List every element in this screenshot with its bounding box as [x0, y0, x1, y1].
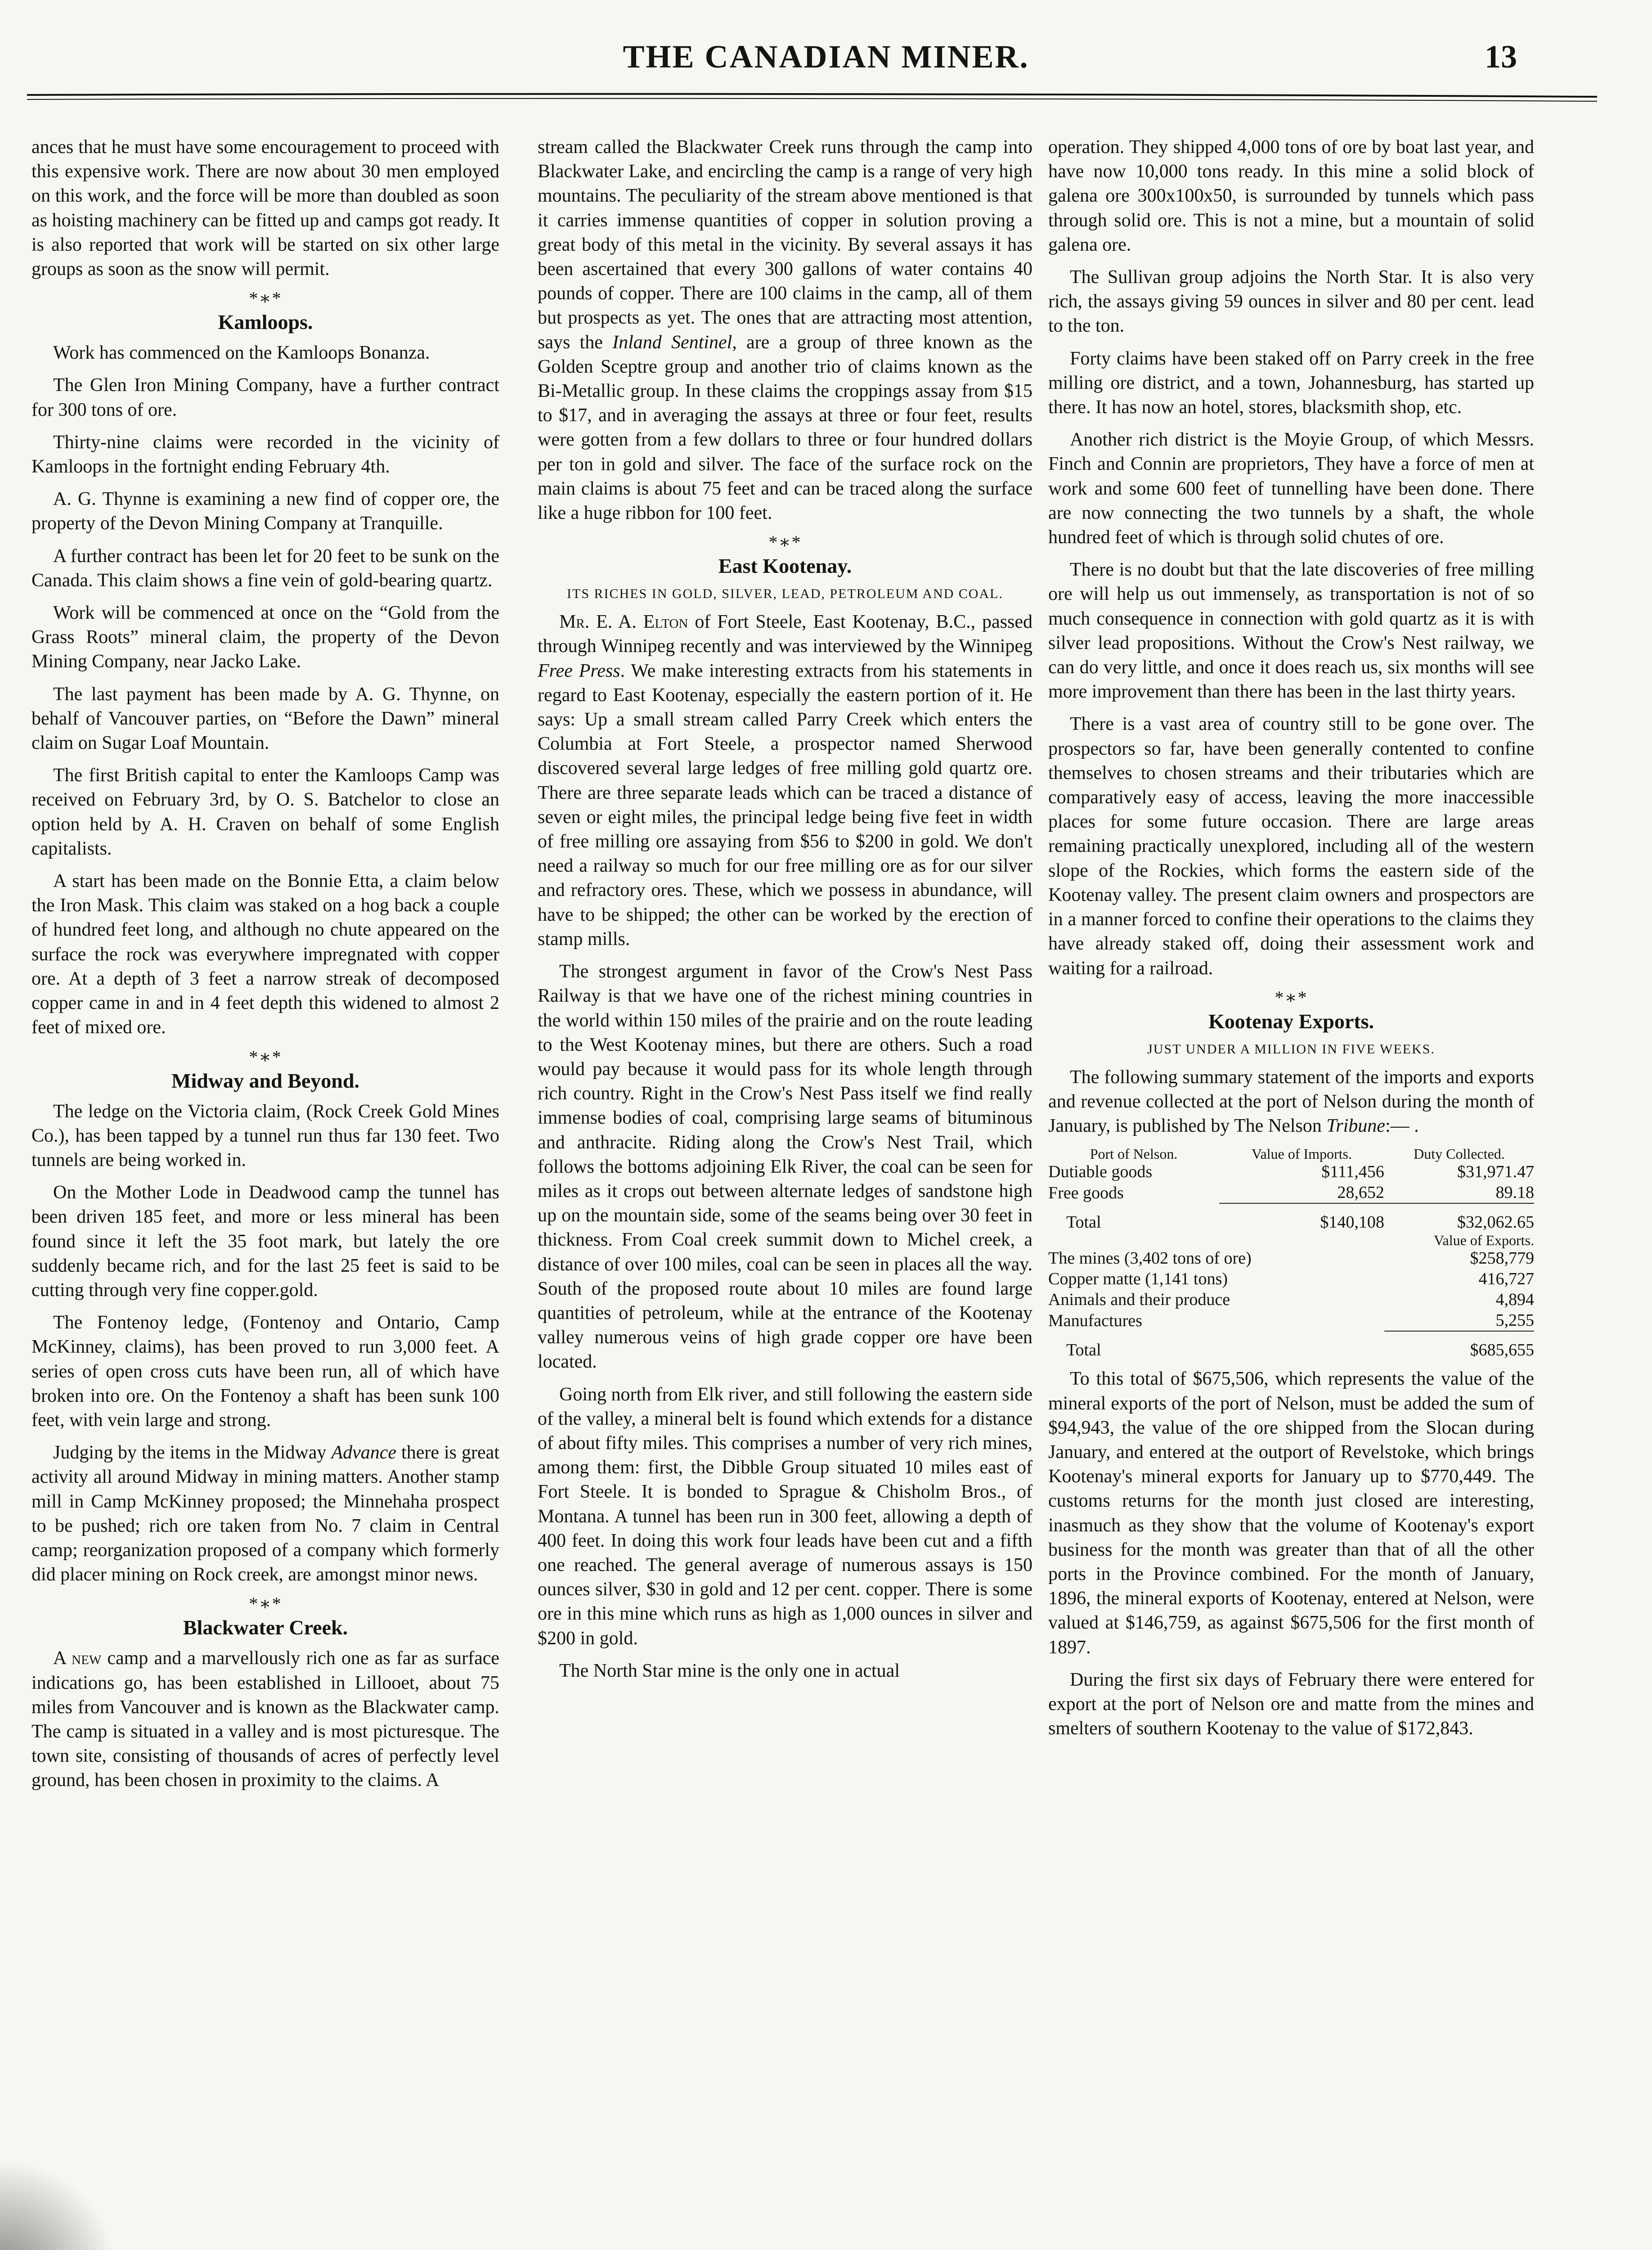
total-label: Total — [1066, 1213, 1101, 1232]
paragraph: A further contract has been let for 20 feet to be sunk on the Canada. This claim shows a fine vein of gold-bearing quartz. — [31, 545, 499, 591]
paragraph: The first British capital to enter the Kamloops Camp was received on February 3rd, by O. S. Batchelor to close an option held by A. H. Craven on behalf of some English capitalists. — [31, 765, 499, 859]
continued-paragraph — [538, 135, 1032, 525]
table-row — [1048, 1248, 1534, 1269]
row-label: The mines (3,402 tons of ore) — [1048, 1249, 1252, 1268]
paragraph: The Glen Iron Mining Company, have a further contract for 300 tons of ore. — [31, 375, 499, 420]
section-heading-kamloops: Kamloops. — [218, 310, 313, 334]
row-value: 5,255 — [1495, 1311, 1534, 1330]
section-ornament: *∗* — [1275, 987, 1308, 1008]
total-value: $140,108 — [1320, 1213, 1384, 1232]
lead-words: Mr. E. A. Elton — [559, 612, 688, 633]
paragraph: To this total of $675,506, which represents the value of the mineral exports of the port of Nelson, must be added the sum of $94,943, the value of the ore shipped from the Slocan during January, and entered at the outport of Revelstoke, which brings Kootenay's mineral exports for January up to $770,449. The customs returns for the month just closed are interesting, inasmuch as they show that the volume of Kootenay's export business for the month was greater than that of all the other ports in the Province combined. For the month of January, 1896, the mineral exports of Kootenay, entered at Nelson, were valued at $146,759, as against $675,506 for the first month of 1897. — [1048, 1368, 1534, 1658]
paragraph: Work has commenced on the Kamloops Bonanza. — [53, 342, 430, 364]
paragraph: Going north from Elk river, and still following the eastern side of the valley, a mineral belt is found which extends for a distance of about fifty miles. This comprises a number of very rich mines, among them: first, the Dibble Group situated 10 miles east of Fort Steele. It is bonded to Sprague & Chisholm Bros., of Montana. A tunnel has been run in 300 feet, allowing a depth of 400 feet. In doing this work four leads have been cut and a fifth one reached. The general average of numerous assays is 150 ounces silver, $30 in gold and 12 per cent. copper. There is some ore in this mine which runs as high as 1,000 ounces in silver and $200 in gold. — [538, 1384, 1032, 1649]
publication-name: Inland Sentinel — [612, 332, 732, 353]
total-duty: $32,062.65 — [1457, 1213, 1534, 1232]
row-value: 416,727 — [1478, 1269, 1534, 1289]
row-duty: 89.18 — [1495, 1183, 1534, 1202]
column-1 — [31, 135, 499, 2250]
row-value: $258,779 — [1470, 1249, 1534, 1268]
page-number: 13 — [1485, 39, 1517, 75]
paragraph — [1048, 1065, 1534, 1138]
table-row — [1048, 1269, 1534, 1289]
spacer-row — [1048, 1203, 1534, 1212]
exports-table — [1048, 1146, 1534, 1360]
exports-header-row — [1048, 1233, 1534, 1248]
text-run: stream called the Blackwater Creek runs through the camp into Blackwater Lake, and encircling the camp is a range of very high mountains. The peculiarity of the stream above mentioned is that it carries immense quantities of copper in solution proving a great body of this metal in the vicinity. By several assays it has been ascertained that every 300 gallons of water contains 40 pounds of copper. There are 100 claims in the camp, all of them but prospects as yet. The ones that are attracting most attention, says the — [538, 137, 1032, 353]
column-2 — [538, 135, 1032, 2250]
continued-paragraph: operation. They shipped 4,000 tons of ore by boat last year, and have now 10,000 tons ready. In this mine a solid block of galena ore 300x100x50, is surrounded by tunnels which pass through solid ore. This is not a mine, but a mountain of solid galena ore. — [1048, 137, 1534, 255]
total-value: $685,655 — [1470, 1341, 1534, 1360]
table-header-row — [1048, 1146, 1534, 1161]
section-heading-midway: Midway and Beyond. — [171, 1069, 359, 1092]
text-run: there is great activity all around Midway in mining matters. Another stamp mill in Camp McKinney proposed; the Minnehaha prospect to be pushed; rich ore taken from No. 7 claim in Central camp; reorganization proposed of a company which formerly did placer mining on Rock creek, are amongst minor news. — [31, 1442, 499, 1585]
row-label: Free goods — [1048, 1184, 1124, 1203]
paragraph: The Fontenoy ledge, (Fontenoy and Ontario, Camp McKinney, claims), has been proved to run 3,000 feet. A series of open cross cuts have been run, all of which have broken into ore. On the Fontenoy a shaft has been sunk 100 feet, with vein large and strong. — [31, 1312, 499, 1431]
paragraph: The last payment has been made by A. G. Thynne, on behalf of Vancouver parties, on “Before the Dawn” mineral claim on Sugar Loaf Mountain. — [31, 684, 499, 754]
paragraph — [538, 610, 1032, 951]
row-value: 4,894 — [1495, 1290, 1534, 1310]
table-row — [1048, 1289, 1534, 1310]
section-ornament: *∗* — [768, 532, 802, 553]
paragraph — [31, 1646, 499, 1792]
row-label: Dutiable goods — [1048, 1162, 1153, 1182]
paragraph: The Sullivan group adjoins the North Star. It is also very rich, the assays giving 59 ounces in silver and 80 per cent. lead to the ton. — [1048, 267, 1534, 337]
continued-paragraph: ances that he must have some encouragement to proceed with this expensive work. There are now about 30 men employed on this work, and the force will be more than doubled as soon as hoisting machinery can be fitted up and camps got ready. It is also reported that work will be started on six other large groups as soon as the snow will permit. — [31, 137, 499, 280]
paragraph: Work will be commenced at once on the “Gold from the Grass Roots” mineral claim, the property of the Devon Mining Company, near Jacko Lake. — [31, 603, 499, 672]
text-run: . We make interesting extracts from his statements in regard to East Kootenay, especially the eastern portion of it. He says: Up a small stream called Parry Creek which enters the Columbia at Fort Steele, a prospector named Sherwood discovered several large ledges of free milling gold quartz ore. There are three separate leads which can be traced a distance of seven or eight miles, the principal ledge being five feet in width of free milling ore assaying from $56 to $200 in gold. We don't need a railway so much for our free milling ore as for our silver and refractory ores. These, which we possess in abundance, will have to be shipped; the other can be worked by the erection of stamp mills. — [538, 660, 1032, 950]
spacer-row — [1048, 1331, 1534, 1340]
text-run: :— . — [1385, 1116, 1419, 1137]
row-label: Manufactures — [1048, 1311, 1142, 1331]
paragraph: There is no doubt but that the late discoveries of free milling ore will help us out immensely, as transportation is not of so much consequence in connection with gold quartz as it is with silver lead propositions. Without the Crow's Nest railway, we can do very little, and once it does reach us, six months will see more improvement than there has been in the last thirty years. — [1048, 559, 1534, 702]
paragraph: Thirty-nine claims were recorded in the vicinity of Kamloops in the fortnight ending February 4th. — [31, 432, 499, 477]
publication-name: Free Press — [538, 660, 620, 681]
header-rule — [27, 92, 1597, 103]
column-3 — [1048, 135, 1534, 2250]
paragraph: The North Star mine is the only one in actual — [559, 1660, 900, 1681]
section-ornament: *∗* — [249, 288, 282, 309]
column-header-duty: Duty Collected. — [1414, 1146, 1505, 1162]
page-header — [0, 0, 1652, 104]
row-label: Animals and their produce — [1048, 1290, 1230, 1310]
table-row — [1048, 1161, 1534, 1182]
text-run: The following summary statement of the imports and exports and revenue collected at the port of Nelson during the month of January, is published by The Nelson — [1048, 1066, 1534, 1137]
paragraph: Another rich district is the Moyie Group, of which Messrs. Finch and Connin are proprietors, They have a force of men at work and some 600 feet of tunnelling have been done. There are now connecting the two tunnels by a shaft, the whole hundred feet of which is through solid chutes of ore. — [1048, 429, 1534, 548]
text-run: , are a group of three known as the Golden Sceptre group and another trio of claims known as the Bi-Metallic group. In these claims the croppings assay from $15 to $17, and in averaging the assays at three or four feet, results were gotten from a few dollars to three or four hundred dollars per ton in gold and silver. The face of the surface rock on the main claims is about 75 feet and can be traced along the surface like a huge ribbon for 100 feet. — [538, 332, 1032, 524]
section-subheading: ITS RICHES IN GOLD, SILVER, LEAD, PETROLEUM AND COAL. — [567, 586, 1003, 602]
table-row — [1048, 1182, 1534, 1203]
masthead-title: THE CANADIAN MINER. — [623, 39, 1029, 75]
section-heading-east-kootenay: East Kootenay. — [718, 554, 852, 578]
paragraph — [31, 1440, 499, 1587]
publication-name: Advance — [331, 1442, 397, 1463]
table-total-row — [1048, 1212, 1534, 1233]
row-duty: $31,971.47 — [1457, 1162, 1534, 1182]
lead-words: A new — [53, 1648, 102, 1669]
section-heading-kootenay-exports: Kootenay Exports. — [1208, 1009, 1374, 1033]
text-run: of Fort Steele, East Kootenay, B.C., passed through Winnipeg recently and was interviewed by the Winnipeg — [538, 612, 1032, 657]
paragraph: On the Mother Lode in Deadwood camp the tunnel has been driven 185 feet, and more or less mineral has been found since it left the 35 foot mark, but lately the ore suddenly became rich, and for the last 25 feet is said to be cutting through very fine copper.gold. — [31, 1182, 499, 1300]
paragraph: A. G. Thynne is examining a new find of copper ore, the property of the Devon Mining Company at Tranquille. — [31, 489, 499, 534]
row-value: $111,456 — [1321, 1162, 1384, 1182]
paragraph: The strongest argument in favor of the Crow's Nest Pass Railway is that we have one of the richest mining countries in the world within 150 miles of the prairie and on the route leading to the West Kootenay mines, but there are others. Such a road would pay because it would pass for its whole length through rich country. Right in the Crow's Nest Pass itself we find really immense bodies of coal, comprising large seams of bituminous and anthracite. Riding along the Crow's Nest Trail, which follows the bottoms adjoining Elk River, the coal can be seen for miles as it crops out between alternate ledges of sandstone high up on the mountain side, some of the seams being over 30 feet in thickness. From Coal creek summit down to Michel creek, a distance of over 100 miles, coal can be seen in places all the way. South of the proposed route about 10 miles are found large quantities of petroleum, while at the entrance of the Kootenay valley numerous veins of high grade copper ore have been located. — [538, 961, 1032, 1372]
column-header-port: Port of Nelson. — [1090, 1146, 1178, 1162]
text-run: Judging by the items in the Midway — [53, 1442, 332, 1463]
text-run: camp and a marvellously rich one as far as surface indications go, has been established in Lillooet, about 75 miles from Vancouver and is known as the Blackwater camp. The camp is situated in a valley and is most picturesque. The town site, consisting of thousands of acres of perfectly level ground, has been chosen in proximity to the claims. A — [31, 1648, 499, 1791]
paragraph: A start has been made on the Bonnie Etta, a claim below the Iron Mask. This claim was staked on a hog back a couple of hundred feet long, and although no chute appeared on the surface the rock was everywhere impregnated with copper ore. At a depth of 3 feet a narrow streak of decomposed copper came in and in 4 feet depth this widened to almost 2 feet of mixed ore. — [31, 871, 499, 1038]
total-label: Total — [1066, 1341, 1101, 1360]
row-value: 28,652 — [1337, 1183, 1384, 1202]
table-total-row — [1048, 1340, 1534, 1360]
section-subheading: JUST UNDER A MILLION IN FIVE WEEKS. — [1147, 1041, 1435, 1057]
section-ornament: *∗* — [249, 1046, 282, 1067]
table-row — [1048, 1310, 1534, 1331]
paragraph: Forty claims have been staked off on Parry creek in the free milling ore district, and a town, Johannesburg, has started up there. It has now an hotel, stores, blacksmith shop, etc. — [1048, 348, 1534, 418]
paragraph: There is a vast area of country still to be gone over. The prospectors so far, have been generally contented to confine themselves to chosen streams and their tributaries which are comparatively easy of access, leaving the more inaccessible places for some future occasion. There are large areas remaining practically unexplored, including all of the western slope of the Rockies, which forms the eastern side of the Kootenay valley. The present claim owners and prospectors are in a manner forced to confine their operations to the claims they have already staked off, doing their assessment work and waiting for a railroad. — [1048, 714, 1534, 979]
column-header-value: Value of Imports. — [1251, 1146, 1352, 1162]
row-label: Copper matte (1,141 tons) — [1048, 1269, 1228, 1289]
paragraph: The ledge on the Victoria claim, (Rock Creek Gold Mines Co.), has been tapped by a tunnel run thus far 130 feet. Two tunnels are being worked in. — [31, 1101, 499, 1170]
column-header-exports: Value of Exports. — [1433, 1232, 1534, 1249]
section-ornament: *∗* — [249, 1593, 282, 1614]
section-heading-blackwater: Blackwater Creek. — [183, 1616, 348, 1639]
scan-edge-shadow — [0, 2160, 117, 2250]
paragraph: During the first six days of February there were entered for export at the port of Nelson ore and matte from the mines and smelters of southern Kootenay to the value of $172,843. — [1048, 1669, 1534, 1739]
publication-name: Tribune — [1326, 1116, 1385, 1137]
